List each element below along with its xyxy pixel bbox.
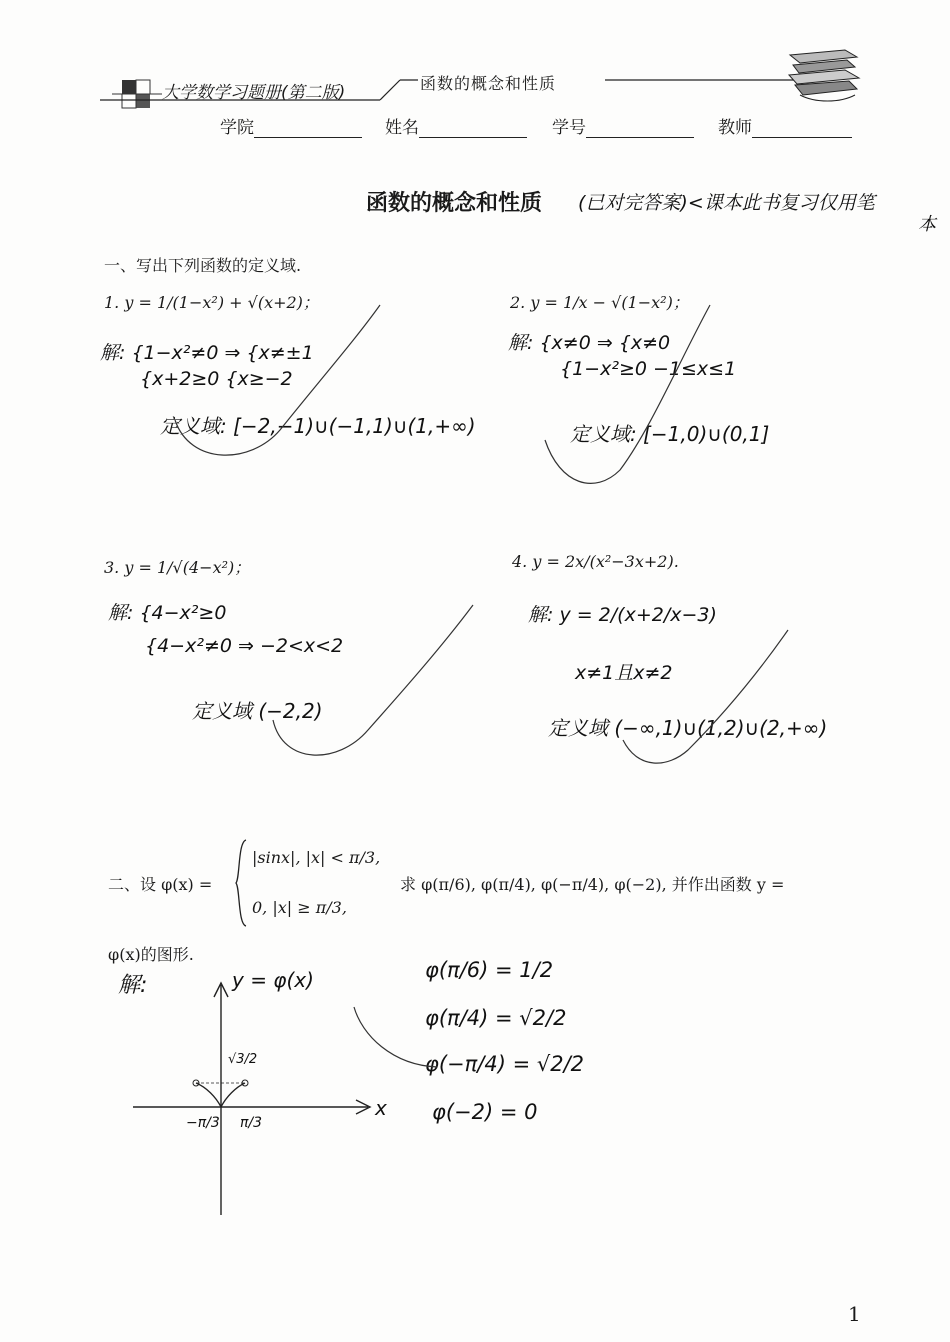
problem-2-sol-line2: {1−x²≥0 −1≤x≤1 (560, 358, 737, 380)
problem-1-answer: 定义域: [−2,−1)∪(−1,1)∪(1,+∞) (160, 414, 476, 438)
problem-3 (104, 555, 250, 578)
problem-4 (512, 552, 679, 571)
problem-3-num: 3. (104, 558, 120, 577)
x-axis-label: x (375, 1096, 387, 1120)
problem-2-formula: y = 1/x − √(1−x²)； (530, 293, 689, 312)
teacher-label: 教师 (718, 118, 752, 138)
name-label: 姓名 (385, 118, 419, 138)
problem-4-sol-line1: 解: y = 2/(x+2/x−3) (528, 604, 717, 626)
problem-4-answer: 定义域 (−∞,1)∪(1,2)∪(2,+∞) (548, 716, 828, 740)
college-label: 学院 (220, 118, 254, 138)
section2-ask: 求 φ(π/6), φ(π/4), φ(−π/4), φ(−2), 并作出函数 y = (400, 875, 785, 894)
problem-1-sol-line2: {x+2≥0 {x≥−2 (140, 368, 293, 390)
handwritten-note: (已对完答案)<课本此书复习仅用笔 (578, 192, 875, 214)
college-field (220, 113, 362, 138)
problem-2-sol-line1: 解: {x≠0 ⇒ {x≠0 (508, 332, 671, 354)
check-mark-icon (268, 600, 478, 770)
problem-3-formula: y = 1/√(4−x²)； (124, 558, 251, 577)
result-phi-pi-6: φ(π/6) = 1/2 (425, 958, 554, 982)
problem-3-sol-line1: 解: {4−x²≥0 (108, 602, 227, 624)
case-1: |sinx|, |x| < π/3, (252, 848, 381, 867)
peak-label: √3/2 (228, 1052, 258, 1067)
problem-3-sol-line2: {4−x²≠0 ⇒ −2<x<2 (145, 635, 344, 657)
page-number: 1 (848, 1302, 861, 1326)
problem-1-formula: y = 1/(1−x²) + √(x+2)； (124, 293, 319, 312)
problem-1-num: 1. (104, 293, 120, 312)
problem-4-sol-line2: x≠1且x≠2 (575, 662, 673, 684)
teacher-field (718, 113, 852, 138)
problem-2-num: 2. (510, 293, 526, 312)
college-blank[interactable] (254, 121, 362, 138)
check-mark-icon (352, 1005, 442, 1075)
books-icon (785, 45, 865, 105)
result-phi-neg-2: φ(−2) = 0 (432, 1100, 538, 1124)
problem-3-answer: 定义域 (−2,2) (192, 699, 323, 723)
name-field (385, 113, 527, 138)
section2-sol-label: 解: (118, 973, 148, 998)
problem-1-sol-line1: 解: {1−x²≠0 ⇒ {x≠±1 (100, 342, 314, 364)
result-phi-pi-4: φ(π/4) = √2/2 (425, 1006, 567, 1030)
book-title: 大学数学习题册(第二版) (162, 83, 346, 103)
student-id-field (552, 113, 694, 138)
teacher-blank[interactable] (752, 121, 852, 138)
tick-pos-pi-3: π/3 (240, 1115, 263, 1131)
case-2: 0, |x| ≥ π/3, (252, 898, 347, 917)
student-id-label: 学号 (552, 118, 586, 138)
section2-ask-tail: φ(x)的图形. (108, 945, 194, 964)
problem-2-answer: 定义域: [−1,0)∪(0,1] (570, 422, 770, 446)
section2-prefix: 二、设 φ(x) = (108, 875, 213, 894)
chapter-header: 函数的概念和性质 (420, 74, 557, 93)
piecewise-brace-icon (234, 838, 248, 928)
graph-label: y = φ(x) (232, 968, 314, 992)
student-id-blank[interactable] (586, 121, 694, 138)
problem-4-formula: y = 2x/(x²−3x+2). (532, 552, 679, 571)
result-phi-neg-pi-4: φ(−π/4) = √2/2 (425, 1052, 585, 1076)
check-mark-icon (618, 620, 798, 770)
check-mark-icon (170, 300, 390, 470)
name-blank[interactable] (419, 121, 527, 138)
page-title: 函数的概念和性质 (366, 191, 543, 216)
tick-neg-pi-3: −π/3 (186, 1115, 220, 1131)
check-mark-icon (540, 300, 720, 500)
section1-heading: 一、写出下列函数的定义域. (104, 256, 302, 275)
problem-4-num: 4. (512, 552, 528, 571)
handwritten-note-tail: 本 (918, 214, 936, 235)
